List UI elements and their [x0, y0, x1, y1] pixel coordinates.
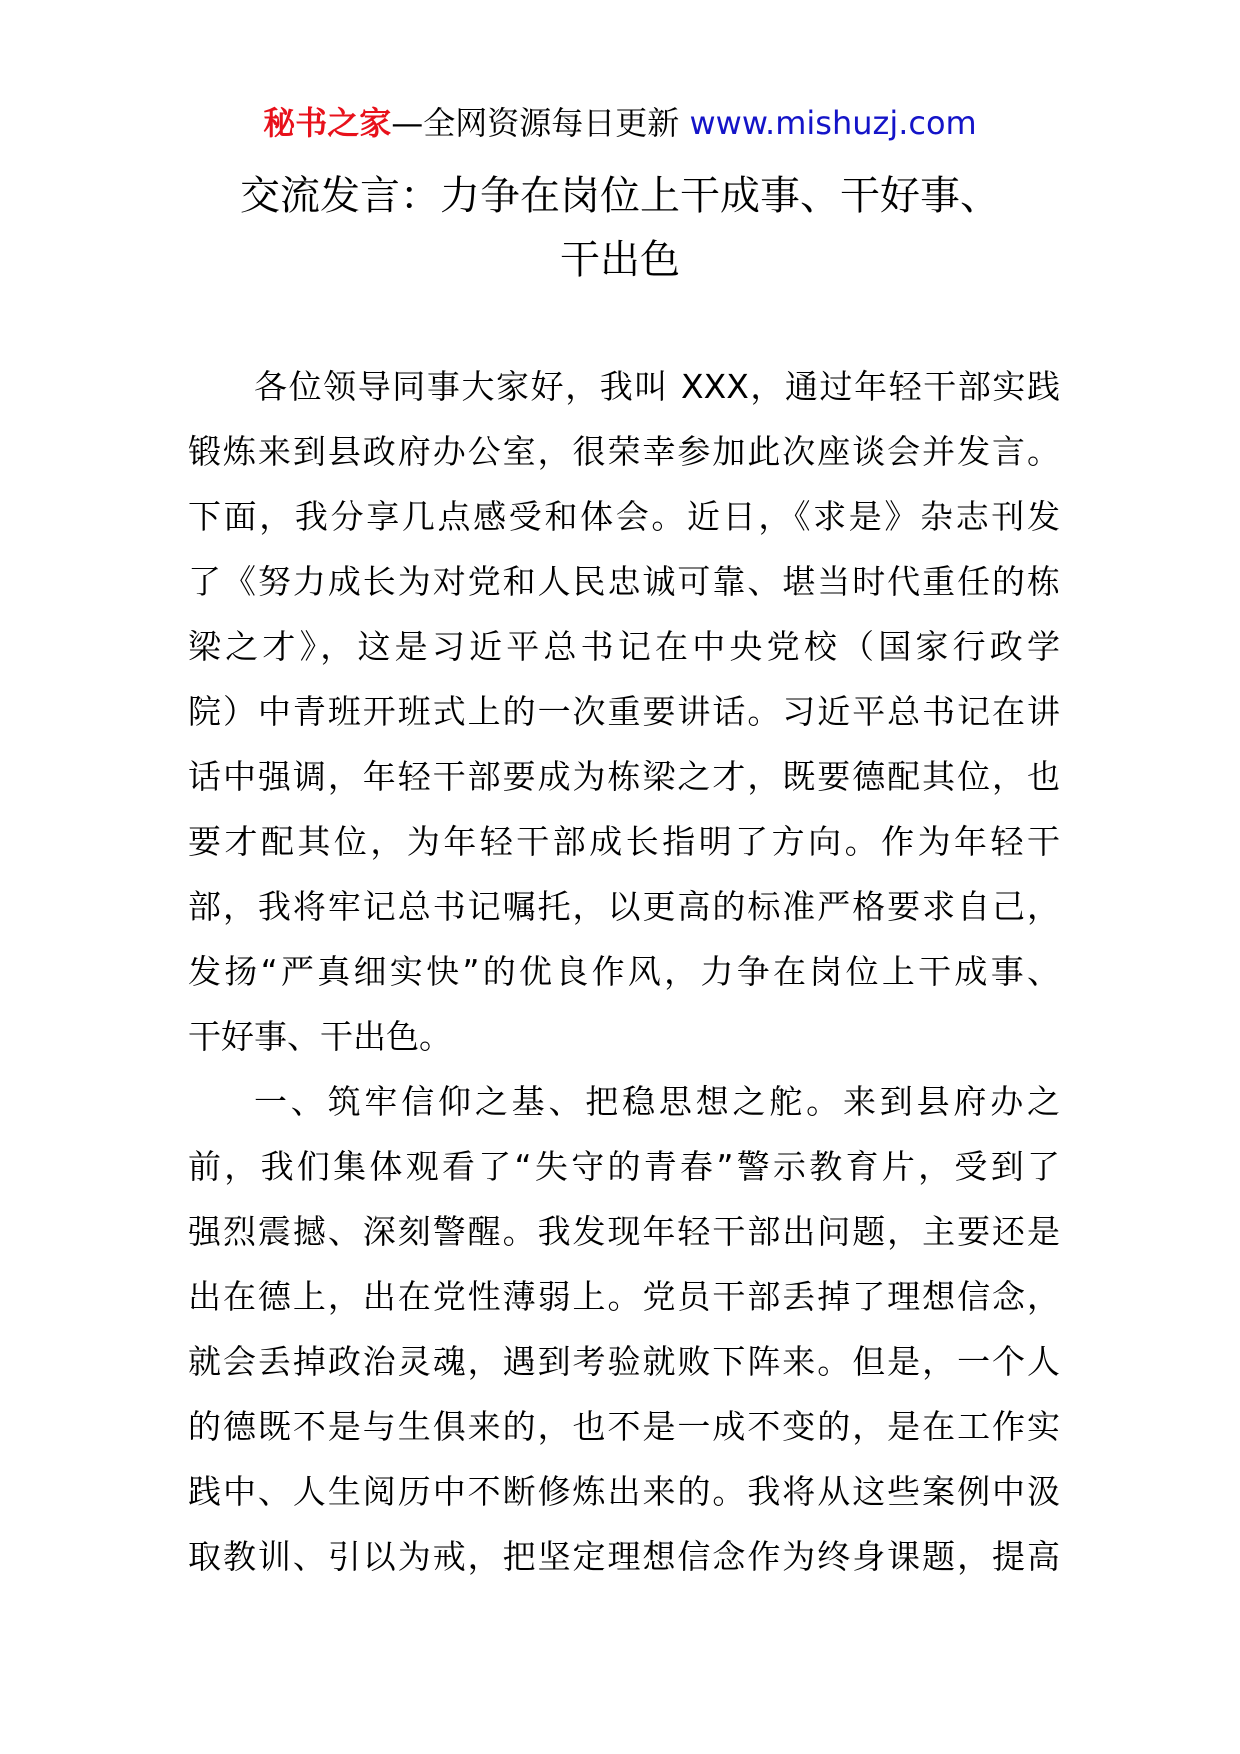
title-line-1: 交流发言：力争在岗位上干成事、干好事、	[240, 173, 1000, 219]
site-url-link[interactable]: www.mishuzj.com	[689, 104, 977, 142]
body-line: 践中、人生阅历中不断修炼出来的。我将从这些案例中汲	[188, 1472, 1060, 1511]
body-line: 一、筑牢信仰之基、把稳思想之舵。来到县府办之	[254, 1082, 1060, 1121]
body-line: 各位领导同事大家好，我叫 XXX，通过年轻干部实践	[254, 367, 1060, 406]
body-line: 就会丢掉政治灵魂，遇到考验就败下阵来。但是，一个人	[188, 1342, 1060, 1381]
body-line: 话中强调，年轻干部要成为栋梁之才，既要德配其位，也	[188, 757, 1060, 796]
document-body	[188, 354, 1060, 1589]
body-line: 部，我将牢记总书记嘱托，以更高的标准严格要求自己，	[188, 887, 1060, 926]
body-line: 发扬“严真细实快”的优良作风，力争在岗位上干成事、	[188, 952, 1060, 991]
body-line: 强烈震撼、深刻警醒。我发现年轻干部出问题，主要还是	[188, 1212, 1060, 1251]
header-tagline: —全网资源每日更新	[391, 104, 690, 142]
brand-name: 秘书之家	[263, 104, 392, 142]
body-line: 取教训、引以为戒，把坚定理想信念作为终身课题，提高	[188, 1537, 1060, 1576]
body-line: 要才配其位，为年轻干部成长指明了方向。作为年轻干	[188, 822, 1060, 861]
body-line: 干好事、干出色。	[188, 1017, 452, 1056]
body-line: 了《努力成长为对党和人民忠诚可靠、堪当时代重任的栋	[188, 562, 1060, 601]
body-line: 锻炼来到县政府办公室，很荣幸参加此次座谈会并发言。	[188, 432, 1060, 471]
body-line: 的德既不是与生俱来的，也不是一成不变的，是在工作实	[188, 1407, 1060, 1446]
body-line: 梁之才》，这是习近平总书记在中央党校（国家行政学	[188, 627, 1060, 666]
body-line: 前，我们集体观看了“失守的青春”警示教育片，受到了	[188, 1147, 1060, 1186]
title-line-2: 干出色	[560, 237, 680, 283]
body-line: 出在德上，出在党性薄弱上。党员干部丢掉了理想信念，	[188, 1277, 1060, 1316]
body-line: 院）中青班开班式上的一次重要讲话。习近平总书记在讲	[188, 692, 1060, 731]
document-title	[150, 164, 1090, 292]
body-line: 下面，我分享几点感受和体会。近日，《求是》杂志刊发	[188, 497, 1060, 536]
site-header	[0, 98, 1240, 148]
